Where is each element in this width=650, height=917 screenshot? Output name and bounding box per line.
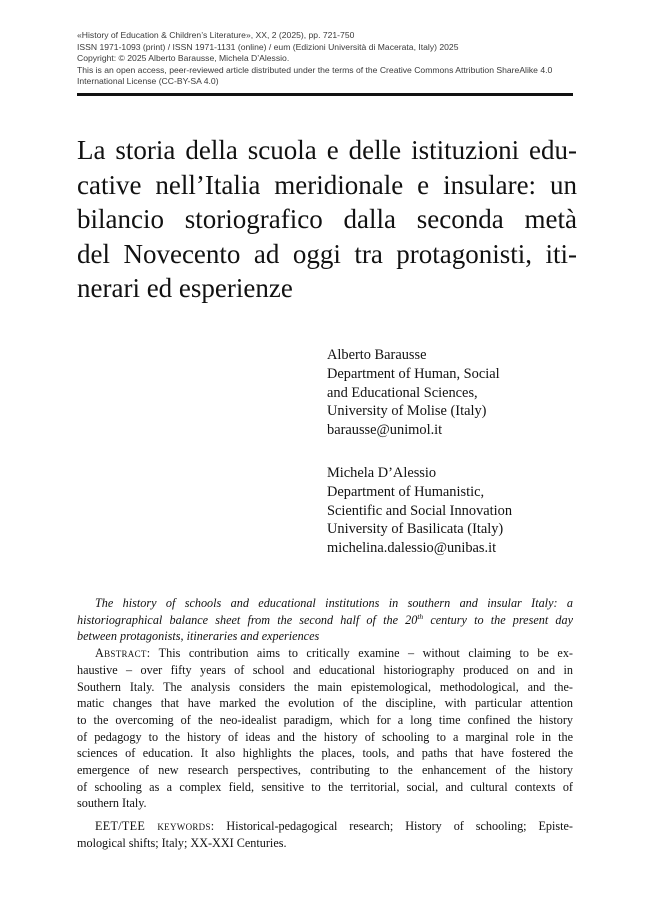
ordinal-superscript: th [417, 611, 424, 621]
author-block-2 [327, 464, 587, 558]
license-line-2: International License (CC-BY-SA 4.0) [77, 76, 219, 87]
license-line-1: This is an open access, peer-reviewed article distributed under the terms of the Creative Commons Attribution ShareAlike 4.0 [77, 64, 553, 75]
article-title [77, 133, 577, 306]
author-affiliation: Scientific and Social Innovation [327, 502, 513, 519]
abstract-line: sciences of education. It also highlights the places, tools, and paths that have fostered the [77, 746, 573, 761]
keywords-line-1 [77, 818, 573, 835]
abstract-line: matic changes that have marked the evolution of the discipline, with particular attention [77, 696, 573, 711]
abstract-line: emergence of new research perspectives, contributing to the enhancement of the history [77, 763, 573, 778]
abstract-line: haustive – over fifty years of school and educational historiography produced on and in [77, 662, 573, 677]
header-rule [77, 93, 573, 96]
issn-line: ISSN 1971-1093 (print) / ISSN 1971-1131 (online) / eum (Edizioni Università di Macerata, Italy) 2025 [77, 41, 459, 52]
title-line-5: nerari ed esperienze [77, 273, 293, 303]
author-name: Michela D’Alessio [327, 465, 437, 481]
author-email[interactable]: barausse@unimol.it [327, 422, 443, 439]
title-line-2: cative nell’Italia meridionale e insulare: un [77, 169, 577, 200]
journal-citation: «History of Education & Children’s Literature», XX, 2 (2025), pp. 721-750 [77, 30, 355, 40]
abstract-line: of pedagogy to the history of ideas and the history of schooling to a marginal role in the [77, 729, 573, 744]
author-affiliation: and Educational Sciences, [327, 384, 478, 401]
journal-masthead [77, 30, 573, 88]
abstract-first-line [77, 645, 573, 662]
abstract-line: of schooling as a complex field, sensitive to the territorial, social, and cultural contexts of [77, 779, 573, 794]
keywords-label: EET/TEE keywords: [95, 819, 215, 834]
abstract-last-line: southern Italy. [77, 796, 147, 811]
title-line-3: bilancio storiografico dalla seconda metà [77, 204, 577, 234]
copyright-line: Copyright: © 2025 Alberto Barausse, Michela D’Alessio. [77, 53, 290, 64]
english-title-line-2 [77, 612, 573, 629]
keywords-text: Historical-pedagogical research; History of schooling; Episte- [214, 819, 573, 834]
abstract-label: Abstract: [95, 646, 151, 661]
keywords-line-2: mological shifts; Italy; XX-XXI Centuries. [77, 835, 287, 850]
english-title-text: century to the present day [423, 612, 573, 627]
author-block-1 [327, 346, 587, 440]
english-title-text: historiographical balance sheet from the second half of the 20 [77, 612, 418, 627]
title-line-1: La storia della scuola e delle istituzioni edu- [77, 135, 577, 165]
title-line-4: del Novecento ad oggi tra protagonisti, iti- [77, 238, 577, 269]
abstract-line: Southern Italy. The analysis considers the main epistemological, methodological, and the- [77, 679, 573, 694]
abstract-text: This contribution aims to critically examine – without claiming to be ex- [150, 646, 573, 661]
abstract-line: to the overcoming of the neo-idealist paradigm, which for a long time confined the history [77, 712, 573, 727]
author-affiliation: University of Molise (Italy) [327, 403, 487, 420]
author-affiliation: University of Basilicata (Italy) [327, 521, 504, 538]
author-affiliation: Department of Human, Social [327, 365, 500, 382]
author-email[interactable]: michelina.dalessio@unibas.it [327, 540, 497, 557]
author-name: Alberto Barausse [327, 347, 427, 363]
english-title-line-1: The history of schools and educational institutions in southern and insular Italy: a [95, 596, 573, 610]
english-title-line-3: between protagonists, itineraries and experiences [77, 629, 320, 644]
author-affiliation: Department of Humanistic, [327, 483, 485, 500]
abstract-section [77, 595, 573, 852]
